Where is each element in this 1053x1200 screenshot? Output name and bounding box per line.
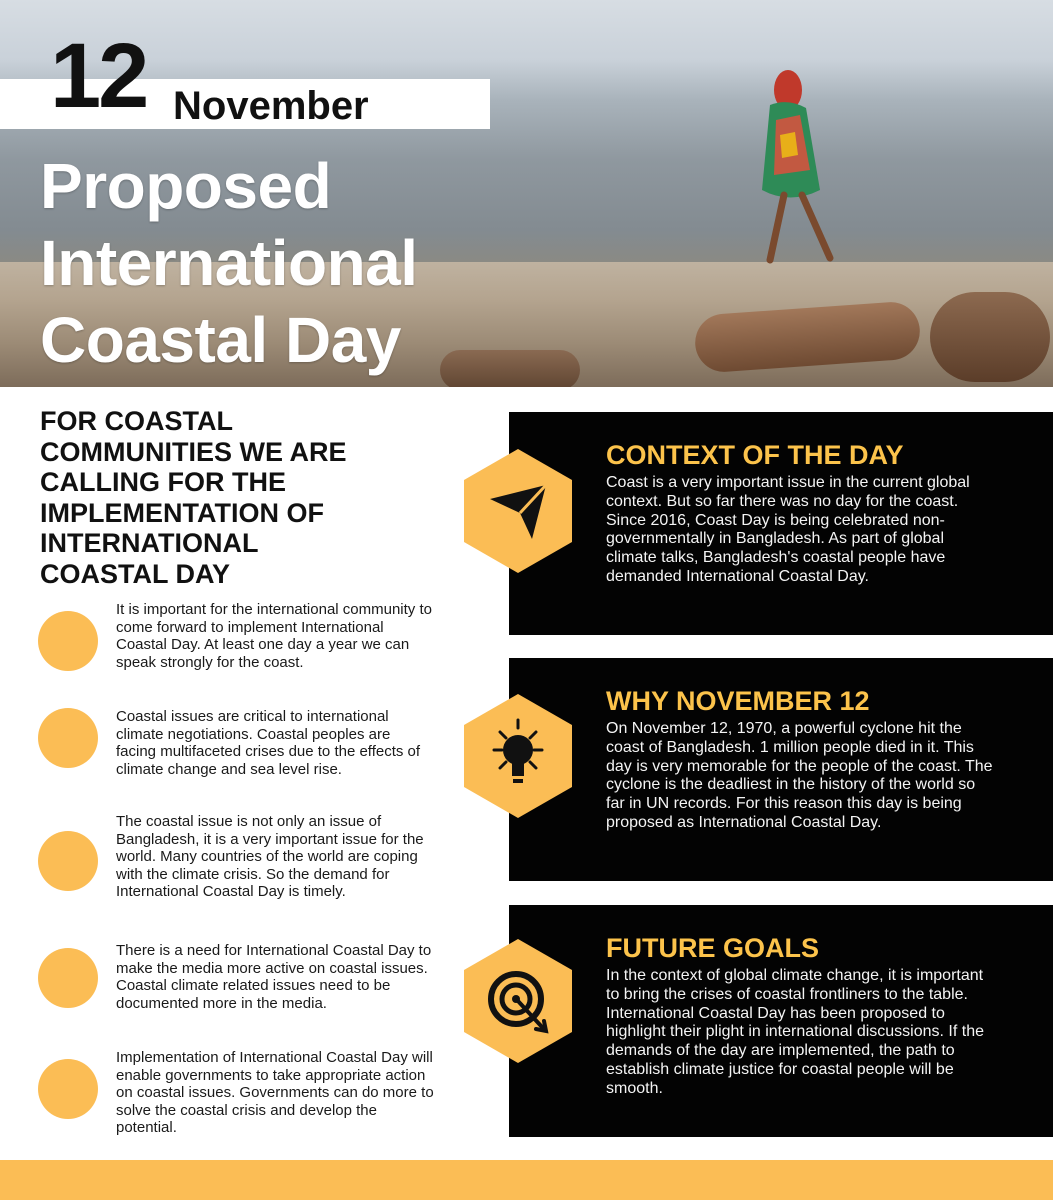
bullet-circle-icon xyxy=(38,611,98,671)
panel-title: FUTURE GOALS xyxy=(606,933,819,963)
hero-title-line: Proposed xyxy=(40,150,332,222)
bullet-circle-icon xyxy=(38,948,98,1008)
hero-title-line: Coastal Day xyxy=(40,304,401,376)
panel-title: CONTEXT OF THE DAY xyxy=(606,440,904,470)
intro-heading-line: INTERNATIONAL xyxy=(40,528,259,558)
walking-person-figure xyxy=(740,60,840,270)
point-text: Implementation of International Coastal Day will enable governments to take appropriate action on coastal issues. Governments can do more to solve the coastal crisis and develop the potential. xyxy=(116,1049,434,1136)
intro-heading-line: CALLING FOR THE xyxy=(40,467,286,497)
intro-heading-line: FOR COASTAL xyxy=(40,406,233,436)
target-icon xyxy=(462,937,574,1065)
panel-body: On November 12, 1970, a powerful cyclone hit the coast of Bangladesh. 1 million people died in it. This day is very memorable for the people of the coast. The cyclone is the deadliest in the history of the world so far in UN records. For this reason this day is being proposed as International Coastal Day. xyxy=(606,720,993,831)
log-decoration xyxy=(930,292,1050,382)
send-icon xyxy=(462,447,574,575)
panel-body: Coast is a very important issue in the current global context. But so far there was no day for the coast. Since 2016, Coast Day is being celebrated non-governmentally in Bangladesh. As part of global climate talks, Bangladesh's coastal people have demanded International Coastal Day. xyxy=(606,474,970,585)
intro-heading-line: COASTAL DAY xyxy=(40,558,231,589)
point-text: Coastal issues are critical to international climate negotiations. Coastal peoples are facing multifaceted crises due to the effects of climate change and sea level rise. xyxy=(116,708,421,778)
intro-heading xyxy=(40,406,420,589)
date-month: November xyxy=(173,84,369,128)
point-text: It is important for the international community to come forward to implement International Coastal Day. At least one day a year we can speak strongly for the coast. xyxy=(116,601,432,671)
hero-title xyxy=(40,148,510,379)
panel-why-november xyxy=(509,658,1053,881)
hero-title-line: International xyxy=(40,227,418,299)
footer-bar xyxy=(0,1160,1053,1200)
lightbulb-icon xyxy=(462,692,574,820)
intro-heading-line: COMMUNITIES WE ARE xyxy=(40,436,347,467)
panel-title: WHY NOVEMBER 12 xyxy=(606,686,870,716)
bullet-circle-icon xyxy=(38,708,98,768)
bullet-circle-icon xyxy=(38,831,98,891)
panel-future-goals xyxy=(509,905,1053,1137)
hero-banner xyxy=(0,0,1053,387)
date-day: 12 xyxy=(50,25,147,127)
point-text: There is a need for International Coastal Day to make the media more active on coastal issues. Coastal climate related issues need to be documented more in the media. xyxy=(116,942,432,1012)
bullet-circle-icon xyxy=(38,1059,98,1119)
panel-context xyxy=(509,412,1053,635)
panel-body: In the context of global climate change, it is important to bring the crises of coastal frontliners to the table. International Coastal Day has been proposed to highlight their plight in international discussions. If the demands of the day are implemented, the path to establish climate justice for coastal people will be smooth. xyxy=(606,967,984,1097)
intro-heading-line: IMPLEMENTATION OF xyxy=(40,497,324,528)
point-text: The coastal issue is not only an issue of Bangladesh, it is a very important issue for the world. Many countries of the world are coping with the climate crisis. So the demand for International Coastal Day is timely. xyxy=(116,813,424,900)
